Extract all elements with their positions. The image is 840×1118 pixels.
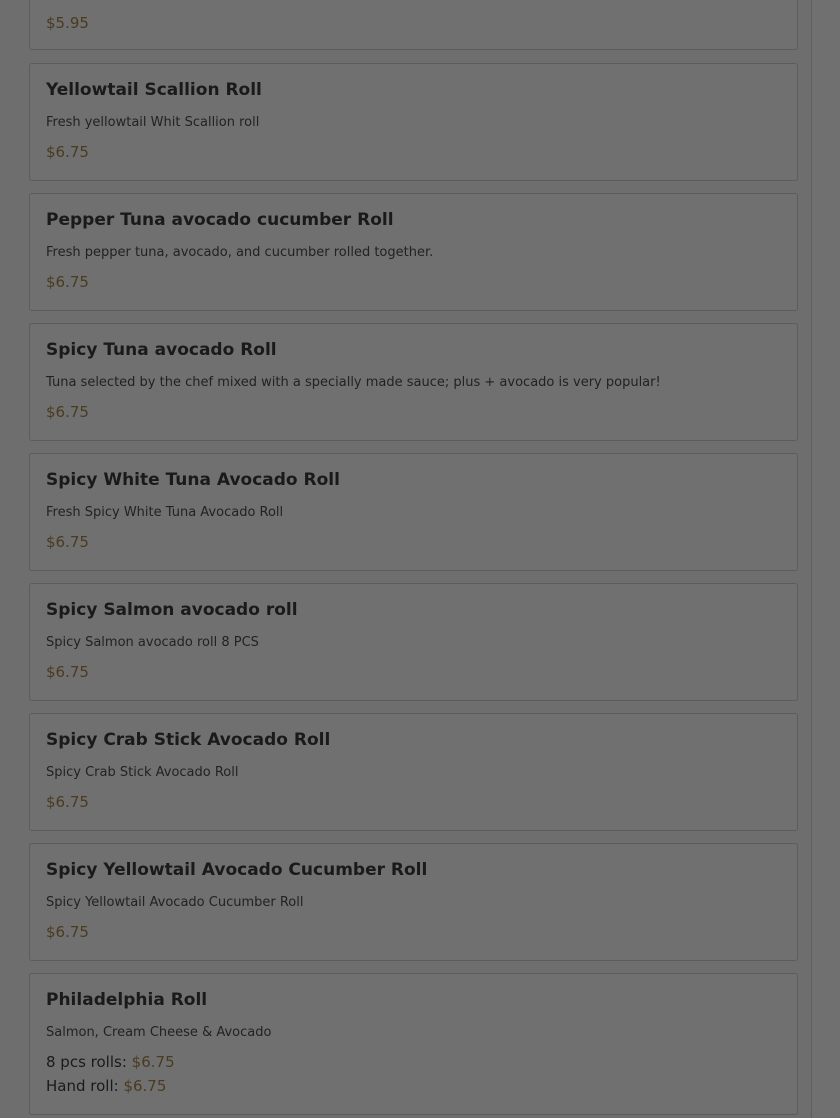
menu-item-card[interactable] [29, 323, 798, 441]
menu-item-card[interactable] [29, 193, 798, 311]
item-description: Spicy Yellowtail Avocado Cucumber Roll [46, 895, 304, 910]
item-description: Fresh yellowtail Whit Scallion roll [46, 115, 260, 130]
item-title: Spicy Crab Stick Avocado Roll [46, 730, 331, 750]
item-title: Yellowtail Scallion Roll [46, 80, 262, 100]
menu-item-card[interactable] [29, 713, 798, 831]
menu-item-card[interactable] [29, 843, 798, 961]
item-price: $6.75 [46, 143, 89, 161]
item-title: Spicy Yellowtail Avocado Cucumber Roll [46, 860, 428, 880]
item-price: $6.75 [46, 533, 89, 551]
price-option [46, 1077, 166, 1095]
item-description: Tuna selected by the chef mixed with a specially made sauce; plus + avocado is very popular! [46, 375, 661, 390]
scrollbar-track[interactable] [811, 0, 840, 1118]
menu-item-card[interactable] [29, 63, 798, 181]
item-title: Spicy Tuna avocado Roll [46, 340, 277, 360]
item-description: Spicy Crab Stick Avocado Roll [46, 765, 239, 780]
item-description: Salmon, Cream Cheese & Avocado [46, 1025, 272, 1040]
menu-item-card[interactable] [29, 973, 798, 1115]
price-option [46, 1053, 175, 1071]
menu-item-card[interactable] [29, 583, 798, 701]
menu-item-card[interactable] [29, 0, 798, 50]
item-title: Pepper Tuna avocado cucumber Roll [46, 210, 394, 230]
item-price: $6.75 [46, 403, 89, 421]
item-price: $6.75 [46, 793, 89, 811]
item-price: $6.75 [46, 923, 89, 941]
item-description: Fresh pepper tuna, avocado, and cucumber rolled together. [46, 245, 434, 260]
price-option-label: Hand roll: [46, 1077, 119, 1095]
item-title: Spicy White Tuna Avocado Roll [46, 470, 340, 490]
item-description: Spicy Salmon avocado roll 8 PCS [46, 635, 259, 650]
item-description: Fresh Spicy White Tuna Avocado Roll [46, 505, 284, 520]
price-option-value: $6.75 [131, 1053, 175, 1071]
item-price: $6.75 [46, 663, 89, 681]
price-option-value: $6.75 [123, 1077, 167, 1095]
item-title: Philadelphia Roll [46, 990, 208, 1010]
item-price: $5.95 [46, 14, 89, 32]
menu-item-card[interactable] [29, 453, 798, 571]
item-title: Spicy Salmon avocado roll [46, 600, 298, 620]
item-price: $6.75 [46, 273, 89, 291]
price-option-label: 8 pcs rolls: [46, 1053, 127, 1071]
